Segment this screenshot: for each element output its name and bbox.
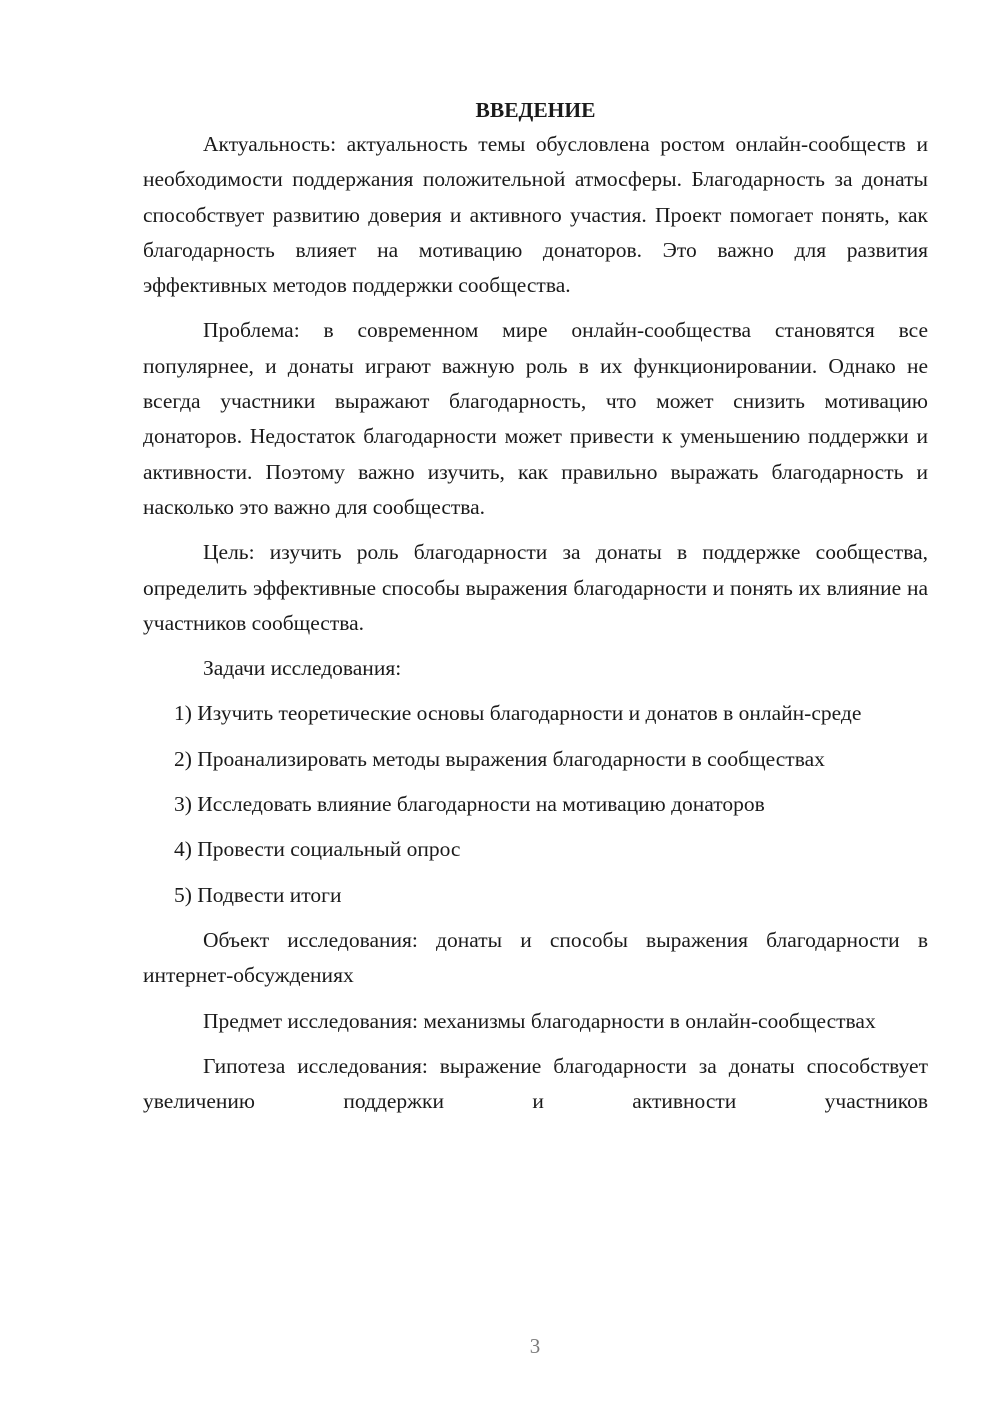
task-item-4: 4) Провести социальный опрос — [174, 837, 461, 862]
task-item-3: 3) Исследовать влияние благодарности на мотивацию донаторов — [174, 792, 765, 817]
paragraph-problem: Проблема: в современном мире онлайн-сообщества становятся все популярнее, и донаты играют важную роль в их функционировании. Однако не всегда участники выражают благодарность, что может снизить мотивацию донаторов. Недостаток благодарности может привести к уменьшению поддержки и активности. Поэтому важно изучить, как правильно выражать благодарность и насколько это важно для сообщества. — [143, 318, 928, 519]
document-page — [143, 95, 928, 1119]
paragraph-subject: Предмет исследования: механизмы благодарности в онлайн-сообществах — [203, 1008, 876, 1033]
paragraph-goal: Цель: изучить роль благодарности за донаты в поддержке сообщества, определить эффективные способы выражения благодарности и понять их влияние на участников сообщества. — [143, 540, 928, 635]
task-item-2: 2) Проанализировать методы выражения благодарности в сообществах — [174, 746, 825, 771]
tasks-heading: Задачи исследования: — [203, 656, 402, 681]
paragraph-hypothesis: Гипотеза исследования: выражение благодарности за донаты способствует увеличению поддержки и активности участников — [143, 1053, 928, 1114]
page-number: 3 — [529, 1334, 541, 1358]
task-item-1: 1) Изучить теоретические основы благодарности и донатов в онлайн-среде — [174, 701, 862, 726]
task-item-5: 5) Подвести итоги — [174, 882, 342, 907]
paragraph-object: Объект исследования: донаты и способы выражения благодарности в интернет-обсуждениях — [143, 927, 928, 988]
section-title: ВВЕДЕНИЕ — [475, 98, 596, 122]
paragraph-relevance: Актуальность: актуальность темы обусловлена ростом онлайн-сообществ и необходимости поддержания положительной атмосферы. Благодарность за донаты способствует развитию доверия и активного участия. Проект помогает понять, как благодарность влияет на мотивацию донаторов. Это важно для развития эффективных методов поддержки сообщества. — [143, 132, 928, 298]
